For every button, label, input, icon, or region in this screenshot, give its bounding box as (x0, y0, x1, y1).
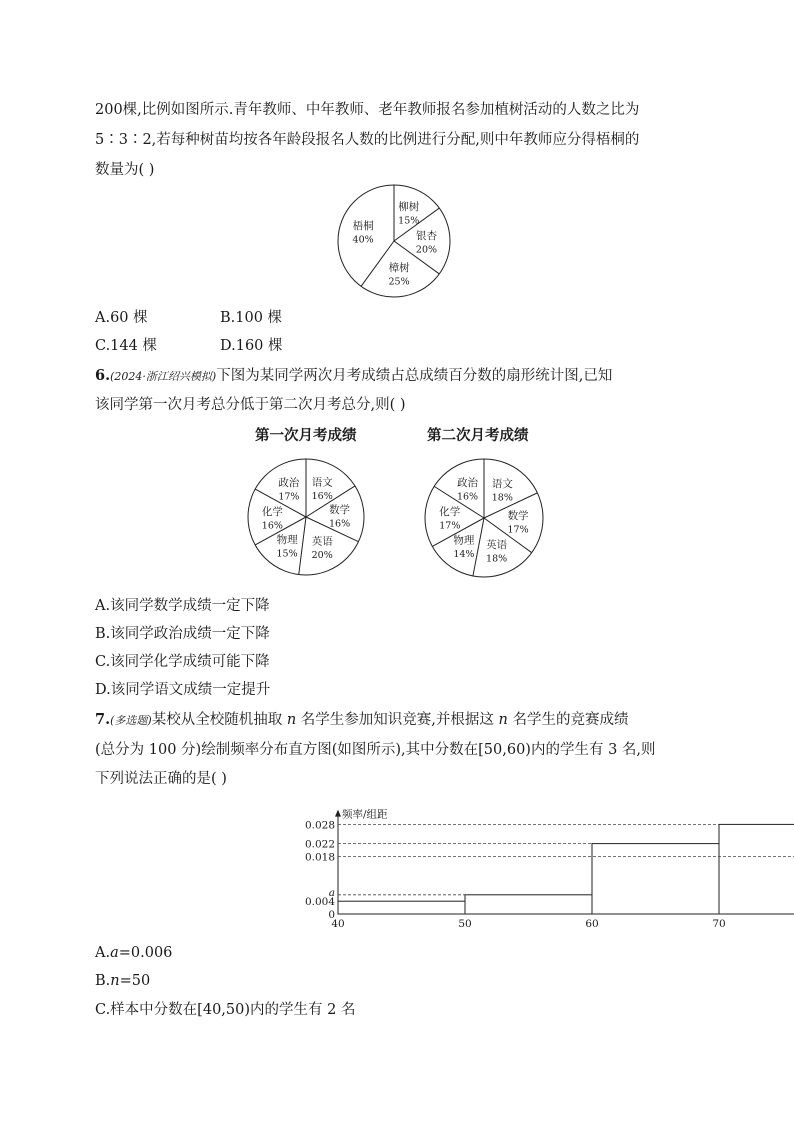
pie2-label-3: 物理 (276, 533, 298, 546)
second-exam-pie-chart (423, 457, 545, 579)
pie2-percent-3: 15% (276, 548, 298, 560)
q7-text-line1 (95, 710, 628, 731)
pie3-percent-3: 14% (453, 549, 475, 561)
q6-option-b: B.该同学政治成绩一定下降 (95, 626, 270, 642)
q7-var-n1: n (286, 712, 297, 728)
pie2-label-4: 化学 (261, 506, 283, 518)
q7-option-a-value: =0.006 (118, 945, 173, 961)
pie3-percent-0: 18% (491, 492, 513, 504)
q7-text-line2: (总分为 100 分)绘制频率分布直方图(如图所示),其中分数在[50,60)内的学生有 3 名,则 (95, 742, 656, 758)
pie2-divider-3 (299, 517, 306, 575)
q5-option-b: B.100 棵 (220, 310, 283, 326)
q6-option-c: C.该同学化学成绩可能下降 (95, 654, 270, 670)
q7-var-n2: n (498, 712, 508, 728)
q7-option-b-value: =50 (119, 973, 151, 989)
pie2-label-1: 数学 (329, 503, 351, 516)
hist-bar-0 (338, 901, 465, 914)
pie1-label-3: 樟树 (388, 262, 410, 275)
pie1-percent-3: 25% (388, 276, 410, 288)
pie2-percent-4: 16% (261, 520, 283, 532)
pie1-percent-0: 40% (352, 234, 374, 246)
q5-option-d: D.160 棵 (220, 338, 283, 354)
pie2-title: 第一次月考成绩 (255, 427, 357, 444)
hist-x-tick-3: 70 (712, 918, 726, 930)
q6-number: 6. (95, 367, 111, 384)
pie2-percent-1: 16% (329, 518, 351, 530)
q6-text-line1 (95, 366, 612, 387)
q7-option-a (95, 943, 172, 963)
pie3-label-5: 政治 (457, 477, 479, 490)
q6-text-line2: 该同学第一次月考总分低于第二次月考总分,则( ) (95, 397, 406, 413)
pie3-divider-3 (473, 518, 484, 576)
pie3-percent-4: 17% (439, 520, 461, 532)
q7-tag: (多选题) (110, 714, 152, 727)
frequency-histogram (290, 793, 726, 935)
hist-x-tick-1: 50 (458, 918, 472, 930)
pie1-label-1: 柳树 (398, 201, 420, 214)
q7-option-a-var: a (110, 945, 119, 961)
q7-stem-c: 名学生的竞赛成绩 (507, 712, 629, 728)
q7-number: 7. (95, 711, 111, 728)
pie3-label-2: 英语 (486, 538, 508, 551)
hist-x-tick-2: 60 (585, 918, 599, 930)
q6-stem-start: 下图为某同学两次月考成绩占总成绩百分数的扇形统计图,已知 (216, 368, 613, 384)
q7-option-b (95, 971, 150, 991)
q7-stem-b: 名学生参加知识竞赛,并根据这 (296, 712, 499, 728)
hist-y-arrow (335, 810, 341, 817)
pie1-percent-1: 15% (398, 215, 420, 227)
pie2-percent-0: 16% (311, 491, 333, 503)
hist-y-tick-5: 0.028 (304, 819, 335, 832)
q6-option-d: D.该同学语文成绩一定提升 (95, 682, 271, 698)
pie3-title: 第二次月考成绩 (427, 427, 529, 444)
first-exam-pie-chart (246, 457, 366, 577)
pie3-percent-1: 17% (507, 524, 529, 536)
pie1-label-2: 银杏 (415, 230, 437, 242)
pie2-label-0: 语文 (311, 476, 333, 489)
q7-stem-a: 某校从全校随机抽取 (151, 712, 287, 728)
q5-option-c: C.144 棵 (95, 338, 157, 354)
pie1-label-0: 梧桐 (352, 219, 374, 232)
q7-text-line3: 下列说法正确的是( ) (95, 771, 227, 787)
hist-y-tick-3: 0.018 (304, 851, 335, 864)
hist-y-tick-4: 0.022 (304, 838, 335, 851)
q5-text-line2: 5∶3∶2,若每种树苗均按各年龄段报名人数的比例进行分配,则中年教师应分得梧桐的 (95, 132, 640, 148)
q6-source: (2024·浙江绍兴模拟) (110, 370, 217, 383)
hist-y-tick-0: 0 (328, 909, 335, 921)
hist-bar-2 (592, 844, 719, 914)
hist-bar-1 (465, 895, 592, 914)
pie2-percent-5: 17% (278, 491, 300, 503)
hist-y-tick-2: a (328, 886, 335, 899)
pie3-percent-5: 16% (456, 491, 479, 503)
q7-option-a-prefix: A. (95, 945, 111, 961)
q7-option-b-prefix: B. (95, 973, 111, 989)
pie3-percent-2: 18% (486, 553, 508, 565)
pie2-percent-2: 20% (311, 549, 333, 561)
pie3-label-1: 数学 (507, 510, 529, 523)
q6-option-a: A.该同学数学成绩一定下降 (95, 598, 270, 614)
hist-bar-3 (719, 824, 794, 914)
pie1-percent-2: 20% (415, 244, 438, 256)
hist-y-tick-1: 0.004 (304, 896, 335, 909)
q7-option-c: C.样本中分数在[40,50)内的学生有 2 名 (95, 1002, 356, 1018)
q5-text-line1: 200棵,比例如图所示.青年教师、中年教师、老年教师报名参加植树活动的人数之比为 (95, 102, 640, 118)
pie2-label-5: 政治 (278, 477, 300, 490)
q5-option-a: A.60 棵 (95, 310, 148, 326)
pie3-label-0: 语文 (491, 478, 513, 491)
pie3-label-4: 化学 (439, 505, 461, 518)
pie3-label-3: 物理 (453, 534, 475, 547)
q7-option-b-var: n (110, 973, 120, 989)
q5-text-line3: 数量为( ) (95, 162, 155, 178)
hist-y-label: 频率/组距 (342, 808, 388, 821)
pie2-label-2: 英语 (311, 535, 333, 548)
tree-pie-chart (336, 183, 452, 299)
hist-x-tick-0: 40 (331, 918, 345, 930)
